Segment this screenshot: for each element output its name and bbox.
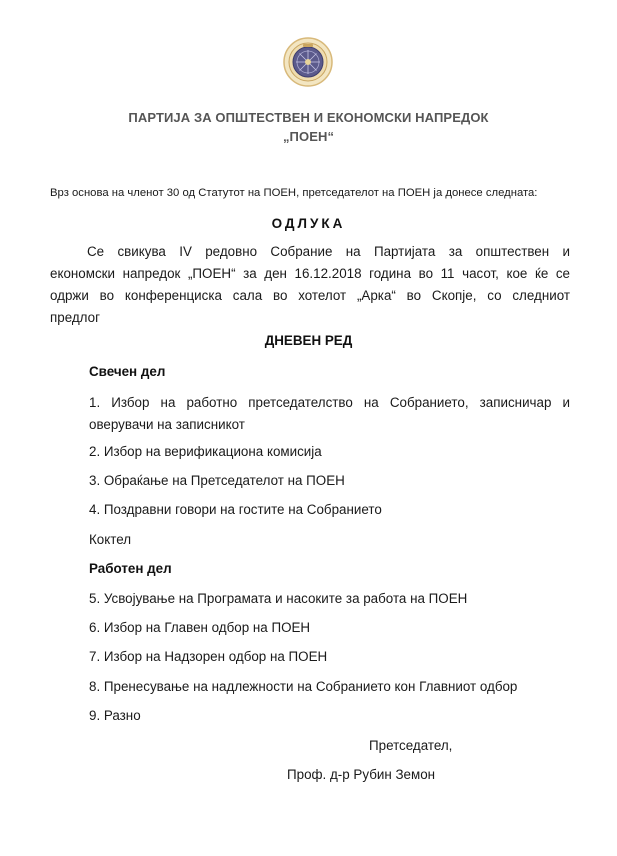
signature-name: Проф. д-р Рубин Земон [287,767,436,782]
intro-text: Врз основа на членот 30 од Статутот на ПОЕН, претседателот на ПОЕН ја донесе следната: [50,187,538,199]
paragraph-line: економски напредок „ПОЕН“ за ден 16.12.2018 година во 11 часот, кое ќе се [50,266,570,281]
section-ceremonial: Свечен дел [89,364,166,379]
paragraph-line: Се свикува IV редовно Собрание на Партијата за општествен и [87,244,570,259]
cocktail-label: Коктел [89,532,132,547]
agenda-item: 9. Разно [89,708,141,723]
agenda-item: 4. Поздравни говори на гостите на Собранието [89,502,382,517]
agenda-item: 5. Усвојување на Програмата и насоките за работа на ПОЕН [89,591,468,606]
party-seal-logo [283,37,333,87]
agenda-item: 2. Избор на верификациона комисија [89,444,322,459]
party-abbreviation: „ПОЕН“ [282,129,335,144]
agenda-item: 3. Обраќање на Претседателот на ПОЕН [89,473,345,488]
agenda-item [89,392,570,436]
agenda-item: 7. Избор на Надзорен одбор на ПОЕН [89,649,328,664]
agenda-item-line: оверувачи на записникот [89,417,245,432]
section-working: Работен дел [89,561,172,576]
convocation-paragraph [50,241,570,329]
signature-role: Претседател, [369,738,453,753]
paragraph-line: одржи во конференциска сала во хотелот „Арка“ во Скопје, со следниот [50,288,570,303]
party-name: ПАРТИЈА ЗА ОПШТЕСТВЕН И ЕКОНОМСКИ НАПРЕДОК [128,110,489,125]
agenda-item: 8. Пренесување на надлежности на Собранието кон Главниот одбор [89,679,518,694]
agenda-item-line: 1. Избор на работно претседателство на Собранието, записничар и [89,395,570,410]
agenda-item: 6. Избор на Главен одбор на ПОЕН [89,620,311,635]
agenda-title: ДНЕВЕН РЕД [264,333,353,348]
paragraph-line: предлог [50,310,100,325]
decision-title: ОДЛУКА [271,216,346,231]
